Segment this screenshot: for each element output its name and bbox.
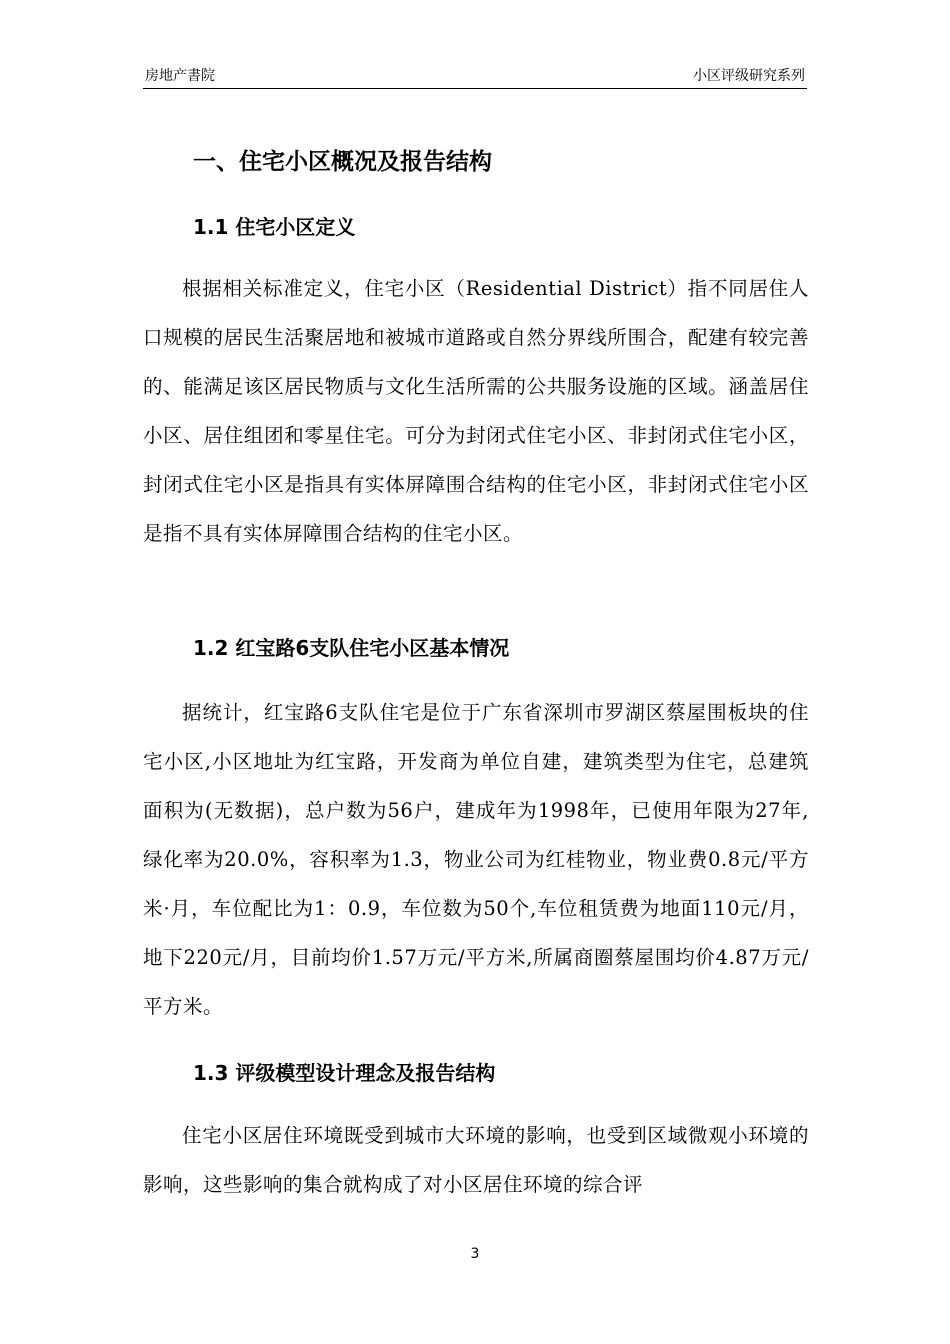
chapter-title: 一、住宅小区概况及报告结构 bbox=[193, 149, 492, 175]
section-paragraph-1-2: 据统计，红宝路6支队住宅是位于广东省深圳市罗湖区蔡屋围板块的住宅小区,小区地址为红宝路，开发商为单位自建，建筑类型为住宅，总建筑面积为(无数据)，总户数为56户，建成年为1998年，已使用年限为27年,绿化率为20.0%，容积率为1.3，物业公司为红桂物业，物业费0.8元/平方米·月，车位配比为1：0.9，车位数为50个,车位租赁费为地面110元/月，地下220元/月，目前均价1.57万元/平方米,所属商圈蔡屋围均价4.87万元/平方米。 bbox=[143, 701, 809, 1018]
page-header bbox=[143, 66, 807, 89]
section-paragraph-1-1: 根据相关标准定义，住宅小区（Residential District）指不同居住人口规模的居民生活聚居地和被城市道路或自然分界线所围合，配建有较完善的、能满足该区居民物质与文化生活所需的公共服务设施的区域。涵盖居住小区、居住组团和零星住宅。可分为封闭式住宅小区、非封闭式住宅小区，封闭式住宅小区是指具有实体屏障围合结构的住宅小区，非封闭式住宅小区是指不具有实体屏障围合结构的住宅小区。 bbox=[143, 277, 809, 545]
section-heading-1-1: 1.1 住宅小区定义 bbox=[193, 215, 356, 239]
section-heading-1-2: 1.2 红宝路6支队住宅小区基本情况 bbox=[193, 636, 510, 660]
page-number: 3 bbox=[470, 1246, 480, 1262]
section-paragraph-1-3: 住宅小区居住环境既受到城市大环境的影响，也受到区域微观小环境的影响，这些影响的集合就构成了对小区居住环境的综合评 bbox=[143, 1124, 809, 1196]
header-publisher: 房地产書院 bbox=[145, 68, 215, 84]
section-heading-1-3: 1.3 评级模型设计理念及报告结构 bbox=[193, 1061, 496, 1085]
header-series: 小区评级研究系列 bbox=[693, 68, 805, 84]
